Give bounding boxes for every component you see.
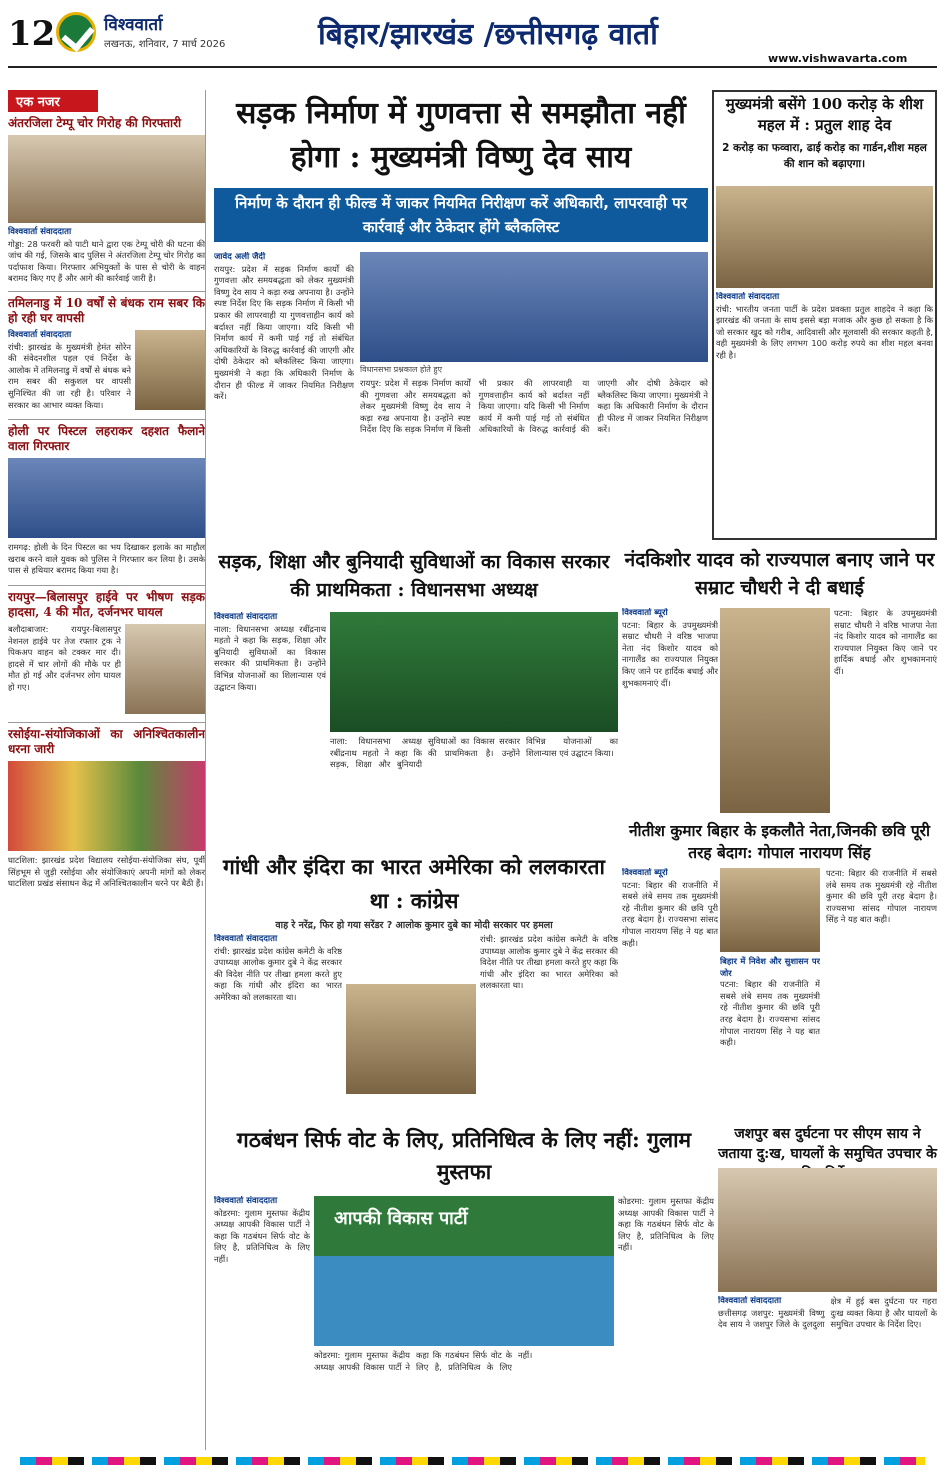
mid-right-photo (720, 608, 830, 813)
mid-right-headline: नंदकिशोर यादव को राज्यपाल बनाए जाने पर सम्राट चौधरी ने दी बधाई (624, 549, 935, 599)
right-top-byline: विश्ववार्ता संवाददाता (716, 292, 780, 302)
item3-title: होली पर पिस्टल लहराकर दहशत फैलाने वाला गिरफ्तार (8, 419, 205, 454)
gathbandhan-headline: गठबंधन सिर्फ वोट के लिए, प्रतिनिधित्व के लिए नहीं: गुलाम मुस्तफा (236, 1127, 692, 1184)
mid-right-body: पटना: बिहार के उपमुख्यमंत्री सम्राट चौधरी ने वरिष्ठ भाजपा नेता नंद किशोर यादव को नागालैंड का राज्यपाल नियुक्त किए जाने पर हार्दिक बधाई और शुभकामनाएं दीं। (622, 619, 718, 688)
jashpur-body: छत्तीसगढ़ जशपुर: मुख्यमंत्री विष्णु देव साय ने जशपुर जिले के दुलदुला क्षेत्र में हुई बस दुर्घटना पर गहरा दुःख व्यक्त किया है और घायलों के समुचित उपचार के निर्देश दिए। (718, 1296, 937, 1330)
lead-byline: जावेद अली जैदी (214, 252, 266, 262)
jashpur-byline: विश्ववार्ता संवाददाता (718, 1296, 782, 1306)
lead-photo (360, 252, 708, 362)
mid-right-byline: विश्ववार्ता ब्यूरो (622, 608, 668, 618)
mid-left-headline: सड़क, शिक्षा और बुनियादी सुविधाओं का विकास सरकार की प्राथमिकता : विधानसभा अध्यक्ष (218, 551, 610, 601)
item2-photo (135, 330, 205, 410)
dateline: लखनऊ, शनिवार, 7 मार्च 2026 (104, 39, 226, 50)
section-title: बिहार/झारखंड /छत्तीसगढ़ वार्ता (318, 17, 658, 52)
mid-right-text2 (834, 608, 937, 813)
gathbandhan-body: कोडरमा: गुलाम मुस्तफा केंद्रीय अध्यक्ष आपकी विकास पार्टी ने कहा कि गठबंधन सिर्फ वोट के लिए है, प्रतिनिधित्व के लिए नहीं। (214, 1207, 310, 1264)
item2-text: रांची: झारखंड के मुख्यमंत्री हेमंत सोरेन की संवेदनशील पहल एवं निर्देश के आलोक में तमिलनाडु में वर्षों से बंधक बने राम सबर की सकुशल घर वापसी सुनिश्चित की जा रही है। परिवार ने सरकार का आभार व्यक्त किया। (8, 341, 131, 410)
mid-left-byline: विश्ववार्ता संवाददाता (214, 612, 278, 622)
lead-text-cont: रायपुर: प्रदेश में सड़क निर्माण कार्यों की गुणवत्ता और समयबद्धता को लेकर मुख्यमंत्री विष्णु देव साय ने कड़ा रुख अपनाया है। उन्होंने स्पष्ट निर्देश दिए कि सड़क निर्माण में किसी भी प्रकार की लापरवाही या गुणवत्ताहीन कार्य को बर्दाश्त नहीं किया जाएगा। यदि किसी भी निर्माण कार्य में कमी पाई गई तो संबंधित अधिकारियों के विरुद्ध कार्रवाई की जाएगी और दोषी ठेकेदार को ब्लैकलिस्ट किया जाएगा। मुख्यमंत्री ने कहा कि अधिकारी निर्माण के दौरान ही फील्ड में जाकर नियमित निरीक्षण करें। (360, 378, 708, 435)
right-top-subhead: 2 करोड़ का फव्वारा, ढाई करोड़ का गार्डन,शीश महल की शान को बढ़ाएगा। (722, 142, 927, 170)
congress-photo (346, 984, 476, 1094)
item1-byline: विश्ववार्ता संवाददाता (8, 227, 72, 237)
right-top-headline: मुख्यमंत्री बसेंगे 100 करोड़ के शीश महल में : प्रतुल शाह देव (725, 95, 924, 134)
nitish-body3: पटना: बिहार की राजनीति में सबसे लंबे समय तक मुख्यमंत्री रहे नीतीश कुमार की छवि पूरी तरह बेदाग है। राज्यसभा सांसद गोपाल नारायण सिंह ने यह बात कही। (826, 868, 937, 925)
gathbandhan-banner: आपकी विकास पार्टी (334, 1208, 468, 1229)
gathbandhan-photo (314, 1196, 614, 1346)
item5-photo (8, 761, 205, 851)
lead-text-col2 (360, 378, 708, 538)
nitish-headline: नीतीश कुमार बिहार के इकलौते नेता,जिनकी छवि पूरी तरह बेदाग: गोपाल नारायण सिंह (628, 821, 931, 862)
item5-title: रसोईया-संयोजिकाओं का अनिश्चितकालीन धरना जारी (8, 722, 205, 757)
item2-title: तमिलनाडु में 10 वर्षों से बंधक राम सबर कि हो रही घर वापसी (8, 291, 205, 326)
nitish-text3 (826, 868, 937, 1118)
congress-headline: गांधी और इंदिरा का भारत अमेरिका को ललकारता था : कांग्रेस (223, 854, 605, 913)
right-top-text (716, 292, 933, 536)
mid-left-photo (330, 612, 618, 732)
item4-title: रायपुर—बिलासपुर हाईवे पर भीषण सड़क हादसा, 4 की मौत, दर्जनभर घायल (8, 585, 205, 620)
mid-right-text (622, 608, 718, 813)
gathbandhan-body3: कोडरमा: गुलाम मुस्तफा केंद्रीय अध्यक्ष आपकी विकास पार्टी ने कहा कि गठबंधन सिर्फ वोट के लिए है, प्रतिनिधित्व के लिए नहीं। (618, 1196, 714, 1253)
nitish-inline-head: बिहार में निवेश और सुशासन पर जोर (720, 956, 820, 978)
gathbandhan-text3 (618, 1196, 714, 1446)
item3-photo (8, 458, 205, 538)
brand-logo-icon (56, 12, 96, 52)
nitish-photo (720, 868, 820, 952)
congress-text2 (480, 934, 618, 1116)
congress-text (214, 934, 342, 1116)
jashpur-photo (718, 1168, 937, 1292)
item1-text: गोड्डा: 28 फरवरी को पाटी थाने द्वारा एक टेम्पू चोरी की घटना की जांच की गई, जिसके बाद पुलिस ने अंतरजिला टेम्पू चोर गिरोह का पर्दाफाश किया। गिरफ्तार अभियुक्तों के पास से चोरी के वाहन बरामद किए गए हैं और आगे की कार्रवाई जारी है। (8, 238, 205, 284)
left-column (8, 90, 206, 1450)
item3-text: रामगढ़: होली के दिन पिस्टल का भय दिखाकर इलाके का माहौल खराब करने वाले युवक को पुलिस ने गिरफ्तार कर लिया है। उसके पास से हथियार बरामद किया गया है। (8, 542, 205, 576)
mid-right-body2: पटना: बिहार के उपमुख्यमंत्री सम्राट चौधरी ने वरिष्ठ भाजपा नेता नंद किशोर यादव को नागालैंड का राज्यपाल नियुक्त किए जाने पर हार्दिक बधाई और शुभकामनाएं दीं। (834, 608, 937, 676)
lead-caption: विधानसभा प्रश्नकाल होते हुए (360, 365, 443, 374)
brand-name: विश्ववार्ता (104, 15, 163, 35)
congress-body: रांची: झारखंड प्रदेश कांग्रेस कमेटी के वरिष्ठ उपाध्यक्ष आलोक कुमार दुबे ने केंद्र सरकार की विदेश नीति पर तीखा हमला करते हुए कहा कि गांधी और इंदिरा का भारत अमेरिका को ललकारता था। (214, 945, 342, 1002)
congress-subhead: वाह रे नरेंद्र, फिर हो गया सरेंडर ? आलोक कुमार दुबे का मोदी सरकार पर हमला (275, 920, 553, 931)
lead-deck: निर्माण के दौरान ही फील्ड में जाकर नियमित निरीक्षण करें अधिकारी, लापरवाही पर कार्रवाई और ठेकेदार होंगे ब्लैकलिस्ट (214, 188, 708, 242)
nitish-body: पटना: बिहार की राजनीति में सबसे लंबे समय तक मुख्यमंत्री रहे नीतीश कुमार की छवि पूरी तरह बेदाग है। राज्यसभा सांसद गोपाल नारायण सिंह ने यह बात कही। (622, 879, 718, 948)
gathbandhan-text (214, 1196, 310, 1446)
item2-byline: विश्ववार्ता संवाददाता (8, 329, 72, 340)
item5-text: घाटशिला: झारखंड प्रदेश विद्यालय रसोईया-संयोजिका संघ, पूर्वी सिंहभूम से जुड़ी रसोईया और संयोजिकाएं अपनी मांगों को लेकर घाटशिला प्रखंड संसाधन केंद्र में अनिश्चितकालीन धरने पर बैठी हैं। (8, 854, 205, 889)
jashpur-text (718, 1296, 937, 1446)
page-number: 12 (8, 14, 56, 54)
nitish-byline: विश्ववार्ता ब्यूरो (622, 868, 668, 878)
item1-title: अंतरजिला टेम्पू चोर गिरोह की गिरफ्तारी (8, 116, 182, 130)
item4-text: बलौदाबाजार: रायपुर-बिलासपुर नेशनल हाईवे पर तेज रफ्तार ट्रक ने पिकअप वाहन को टक्कर मार दी। हादसे में चार लोगों की मौके पर ही मौत हो गई और दर्जनभर लोग घायल हो गए। (8, 623, 121, 692)
item4-photo (125, 624, 205, 714)
nitish-text2 (720, 956, 820, 1118)
item1-photo (8, 135, 205, 223)
congress-body2: रांची: झारखंड प्रदेश कांग्रेस कमेटी के वरिष्ठ उपाध्यक्ष आलोक कुमार दुबे ने केंद्र सरकार की विदेश नीति पर तीखा हमला करते हुए कहा कि गांधी और इंदिरा का भारत अमेरिका को ललकारता था। (480, 934, 618, 991)
congress-byline: विश्ववार्ता संवाददाता (214, 934, 278, 944)
right-top-photo (716, 186, 933, 288)
masthead (8, 8, 937, 68)
gathbandhan-text2 (314, 1350, 614, 1446)
ek-najar-label: एक नजर (8, 90, 98, 112)
mid-left-body: नाला: विधानसभा अध्यक्ष रबींद्रनाथ महतो ने कहा कि सड़क, शिक्षा और बुनियादी सुविधाओं का विकास सरकार की प्राथमिकता है। उन्होंने विभिन्न योजनाओं का शिलान्यास एवं उद्घाटन किया। (214, 623, 326, 692)
mid-left-text2 (330, 736, 618, 842)
nitish-body2: पटना: बिहार की राजनीति में सबसे लंबे समय तक मुख्यमंत्री रहे नीतीश कुमार की छवि पूरी तरह बेदाग है। राज्यसभा सांसद गोपाल नारायण सिंह ने यह बात कही। (720, 979, 820, 1048)
nitish-text (622, 868, 718, 1118)
mid-left-text (214, 612, 326, 842)
gathbandhan-body2: कोडरमा: गुलाम मुस्तफा केंद्रीय अध्यक्ष आपकी विकास पार्टी ने कहा कि गठबंधन सिर्फ वोट के लिए है, प्रतिनिधित्व के लिए नहीं। (314, 1350, 533, 1372)
lead-text-col1 (214, 252, 354, 537)
jashpur-headline: जशपुर बस दुर्घटना पर सीएम साय ने जताया दु:ख, घायलों के समुचित उपचार के (718, 1126, 937, 1162)
mid-left-body2: नाला: विधानसभा अध्यक्ष रबींद्रनाथ महतो ने कहा कि सड़क, शिक्षा और बुनियादी सुविधाओं का विकास सरकार की प्राथमिकता है। उन्होंने विभिन्न योजनाओं का शिलान्यास एवं उद्घाटन किया। (330, 736, 618, 770)
website-link[interactable]: www.vishwavarta.com (768, 52, 908, 65)
color-registration-bar (20, 1457, 925, 1465)
lead-headline: सड़क निर्माण में गुणवत्ता से समझौता नहीं होगा : मुख्यमंत्री विष्णु देव साय (236, 96, 686, 175)
gathbandhan-byline: विश्ववार्ता संवाददाता (214, 1196, 278, 1206)
lead-text: रायपुर: प्रदेश में सड़क निर्माण कार्यों की गुणवत्ता और समयबद्धता को लेकर मुख्यमंत्री विष्णु देव साय ने कड़ा रुख अपनाया है। उन्होंने स्पष्ट निर्देश दिए कि सड़क निर्माण में किसी भी प्रकार की लापरवाही या गुणवत्ताहीन कार्य को बर्दाश्त नहीं किया जाएगा। यदि किसी भी निर्माण कार्य में कमी पाई गई तो संबंधित अधिकारियों के विरुद्ध कार्रवाई की जाएगी और दोषी ठेकेदार को ब्लैकलिस्ट किया जाएगा। मुख्यमंत्री ने कहा कि अधिकारी निर्माण के दौरान ही फील्ड में जाकर नियमित निरीक्षण करें। (214, 263, 354, 402)
right-top-body: रांची: भारतीय जनता पार्टी के प्रदेश प्रवक्ता प्रतुल शाहदेव ने कहा कि झारखंड की जनता के साथ इससे बड़ा मजाक और कुछ हो सकता है कि जो सरकार खुद को गरीब, आदिवासी और मूलवासी की सरकार कहती है, वही मुख्यमंत्री के लिए लगभग 100 करोड़ रुपये का शीश महल बनवा रही है। (716, 303, 933, 360)
